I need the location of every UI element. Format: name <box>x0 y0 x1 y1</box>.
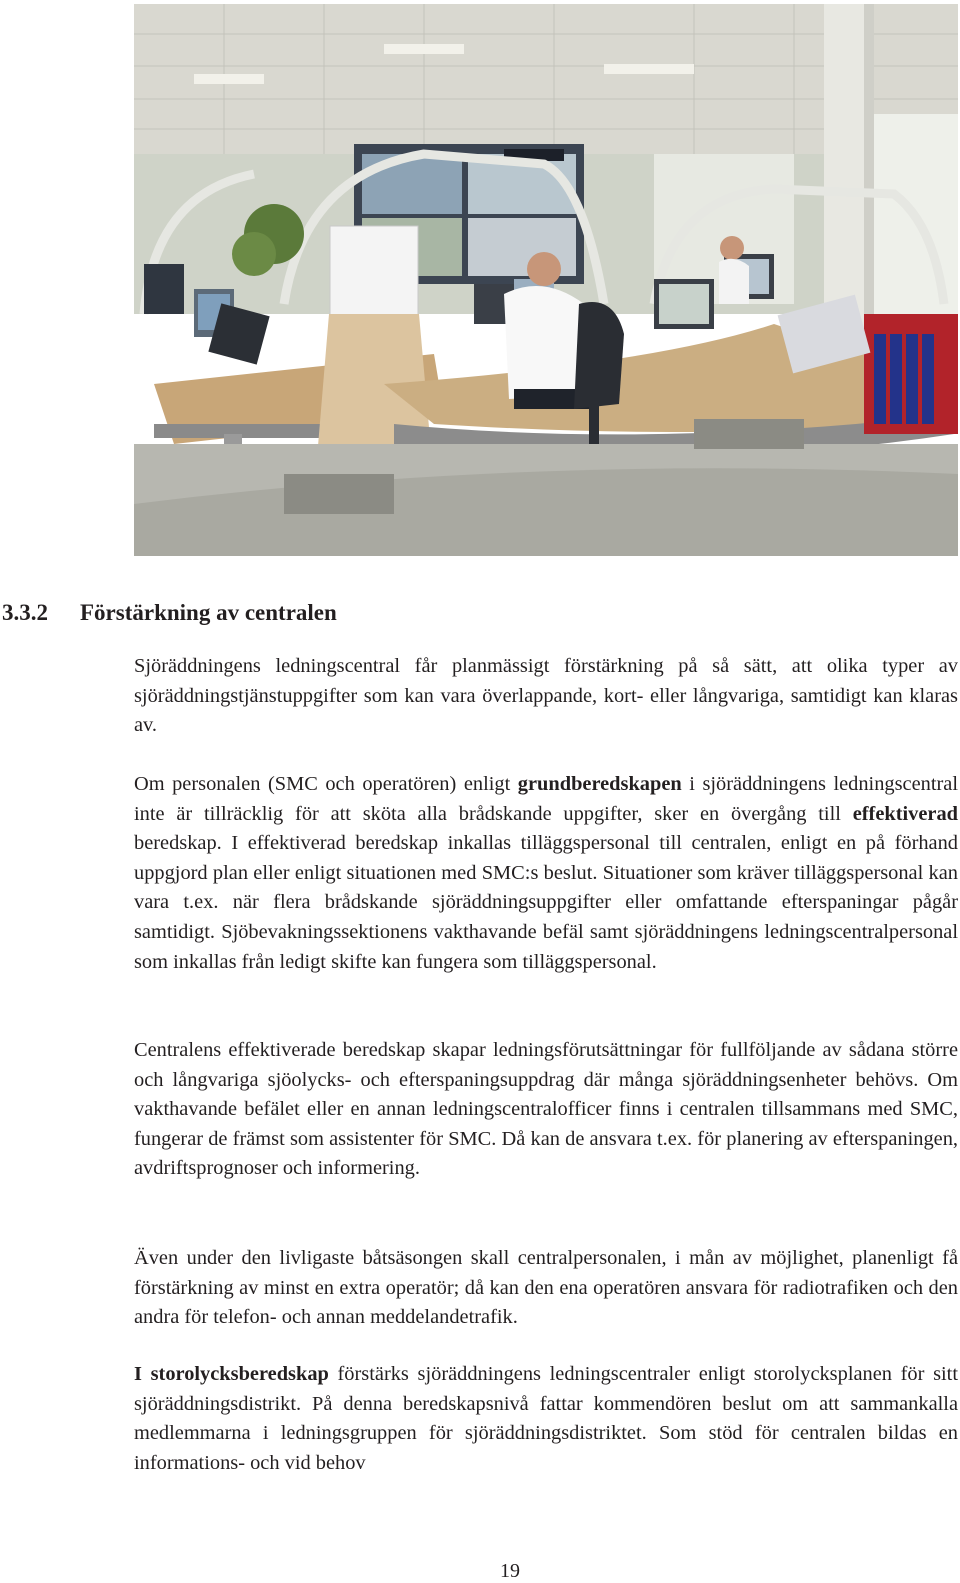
term-storolycksberedskap: I storolycksberedskap <box>134 1363 329 1385</box>
page-number: 19 <box>500 1560 520 1582</box>
paragraph-3: Centralens effektiverade beredskap skapar ledningsförutsättningar för fullföljande av sådana större och långvariga sjöolycks- och efterspaningsuppdrag där många sjöräddningsenheter behövs. Om vakthavande befälet eller en annan ledningscentralofficer finns i centralen tillsammans med SMC, fungerar de främst som assistenter för SMC. Då kan de ansvara t.ex. för planering av efterspaningen, avdriftsprognoser och informering. <box>134 1039 958 1180</box>
paragraph-2 <box>134 770 958 977</box>
section-heading <box>2 600 337 626</box>
paragraph-1: Sjöräddningens ledningscentral får planmässigt förstärkning på så sätt, att olika typer av sjöräddningstjänstuppgifter som kan vara överlappande, kort- eller långvariga, samtidigt kan klaras av. <box>134 655 958 737</box>
term-effektiverad: effektiverad <box>852 802 958 825</box>
paragraph-5 <box>134 1360 958 1478</box>
control-room-photo <box>134 4 958 556</box>
term-grundberedskapen: grundberedskapen <box>517 773 682 795</box>
paragraph-2-text-e: beredskap. I effektiverad beredskap inkallas tilläggspersonal till centralen, enligt en på förhand uppgjord plan eller enligt situationen med SMC:s beslut. Situationer som kräver tilläggspersonal kan vara t.ex. när flera brådskande sjöräddningsuppgifter eller omfattande efterspaningar pågår samtidigt. Sjöbevakningssektionens vakthavande befäl samt sjöräddningens ledningscentralpersonal som inkallas från ledigt skifte kan fungera som tilläggspersonal. <box>134 832 958 973</box>
paragraph-2-text-c: i sjöräddningens ledningscentral inte är tillräcklig för att sköta alla brådskande uppgifter, sker en övergång till <box>134 773 959 825</box>
section-title: Förstärkning av centralen <box>80 600 337 625</box>
paragraph-5-text-b: förstärks sjöräddningens ledningscentraler enligt storolycksplanen för sitt sjöräddningsdistrikt. På denna beredskapsnivå fattar kommendören beslut om att sammankalla medlemmarna i ledningsgruppen för sjöräddningsdistriktet. Som stöd för centralen bildas en informations- och vid behov <box>134 1363 958 1474</box>
paragraph-4: Även under den livligaste båtsäsongen skall centralpersonalen, i mån av möjlighet, planenligt få förstärkning av minst en extra operatör; då kan den ena operatören ansvara för radiotrafiken och den andra för telefon- och annan meddelandetrafik. <box>134 1247 958 1329</box>
section-number: 3.3.2 <box>2 600 48 625</box>
paragraph-2-text-a: Om personalen (SMC och operatören) enligt <box>134 773 518 795</box>
